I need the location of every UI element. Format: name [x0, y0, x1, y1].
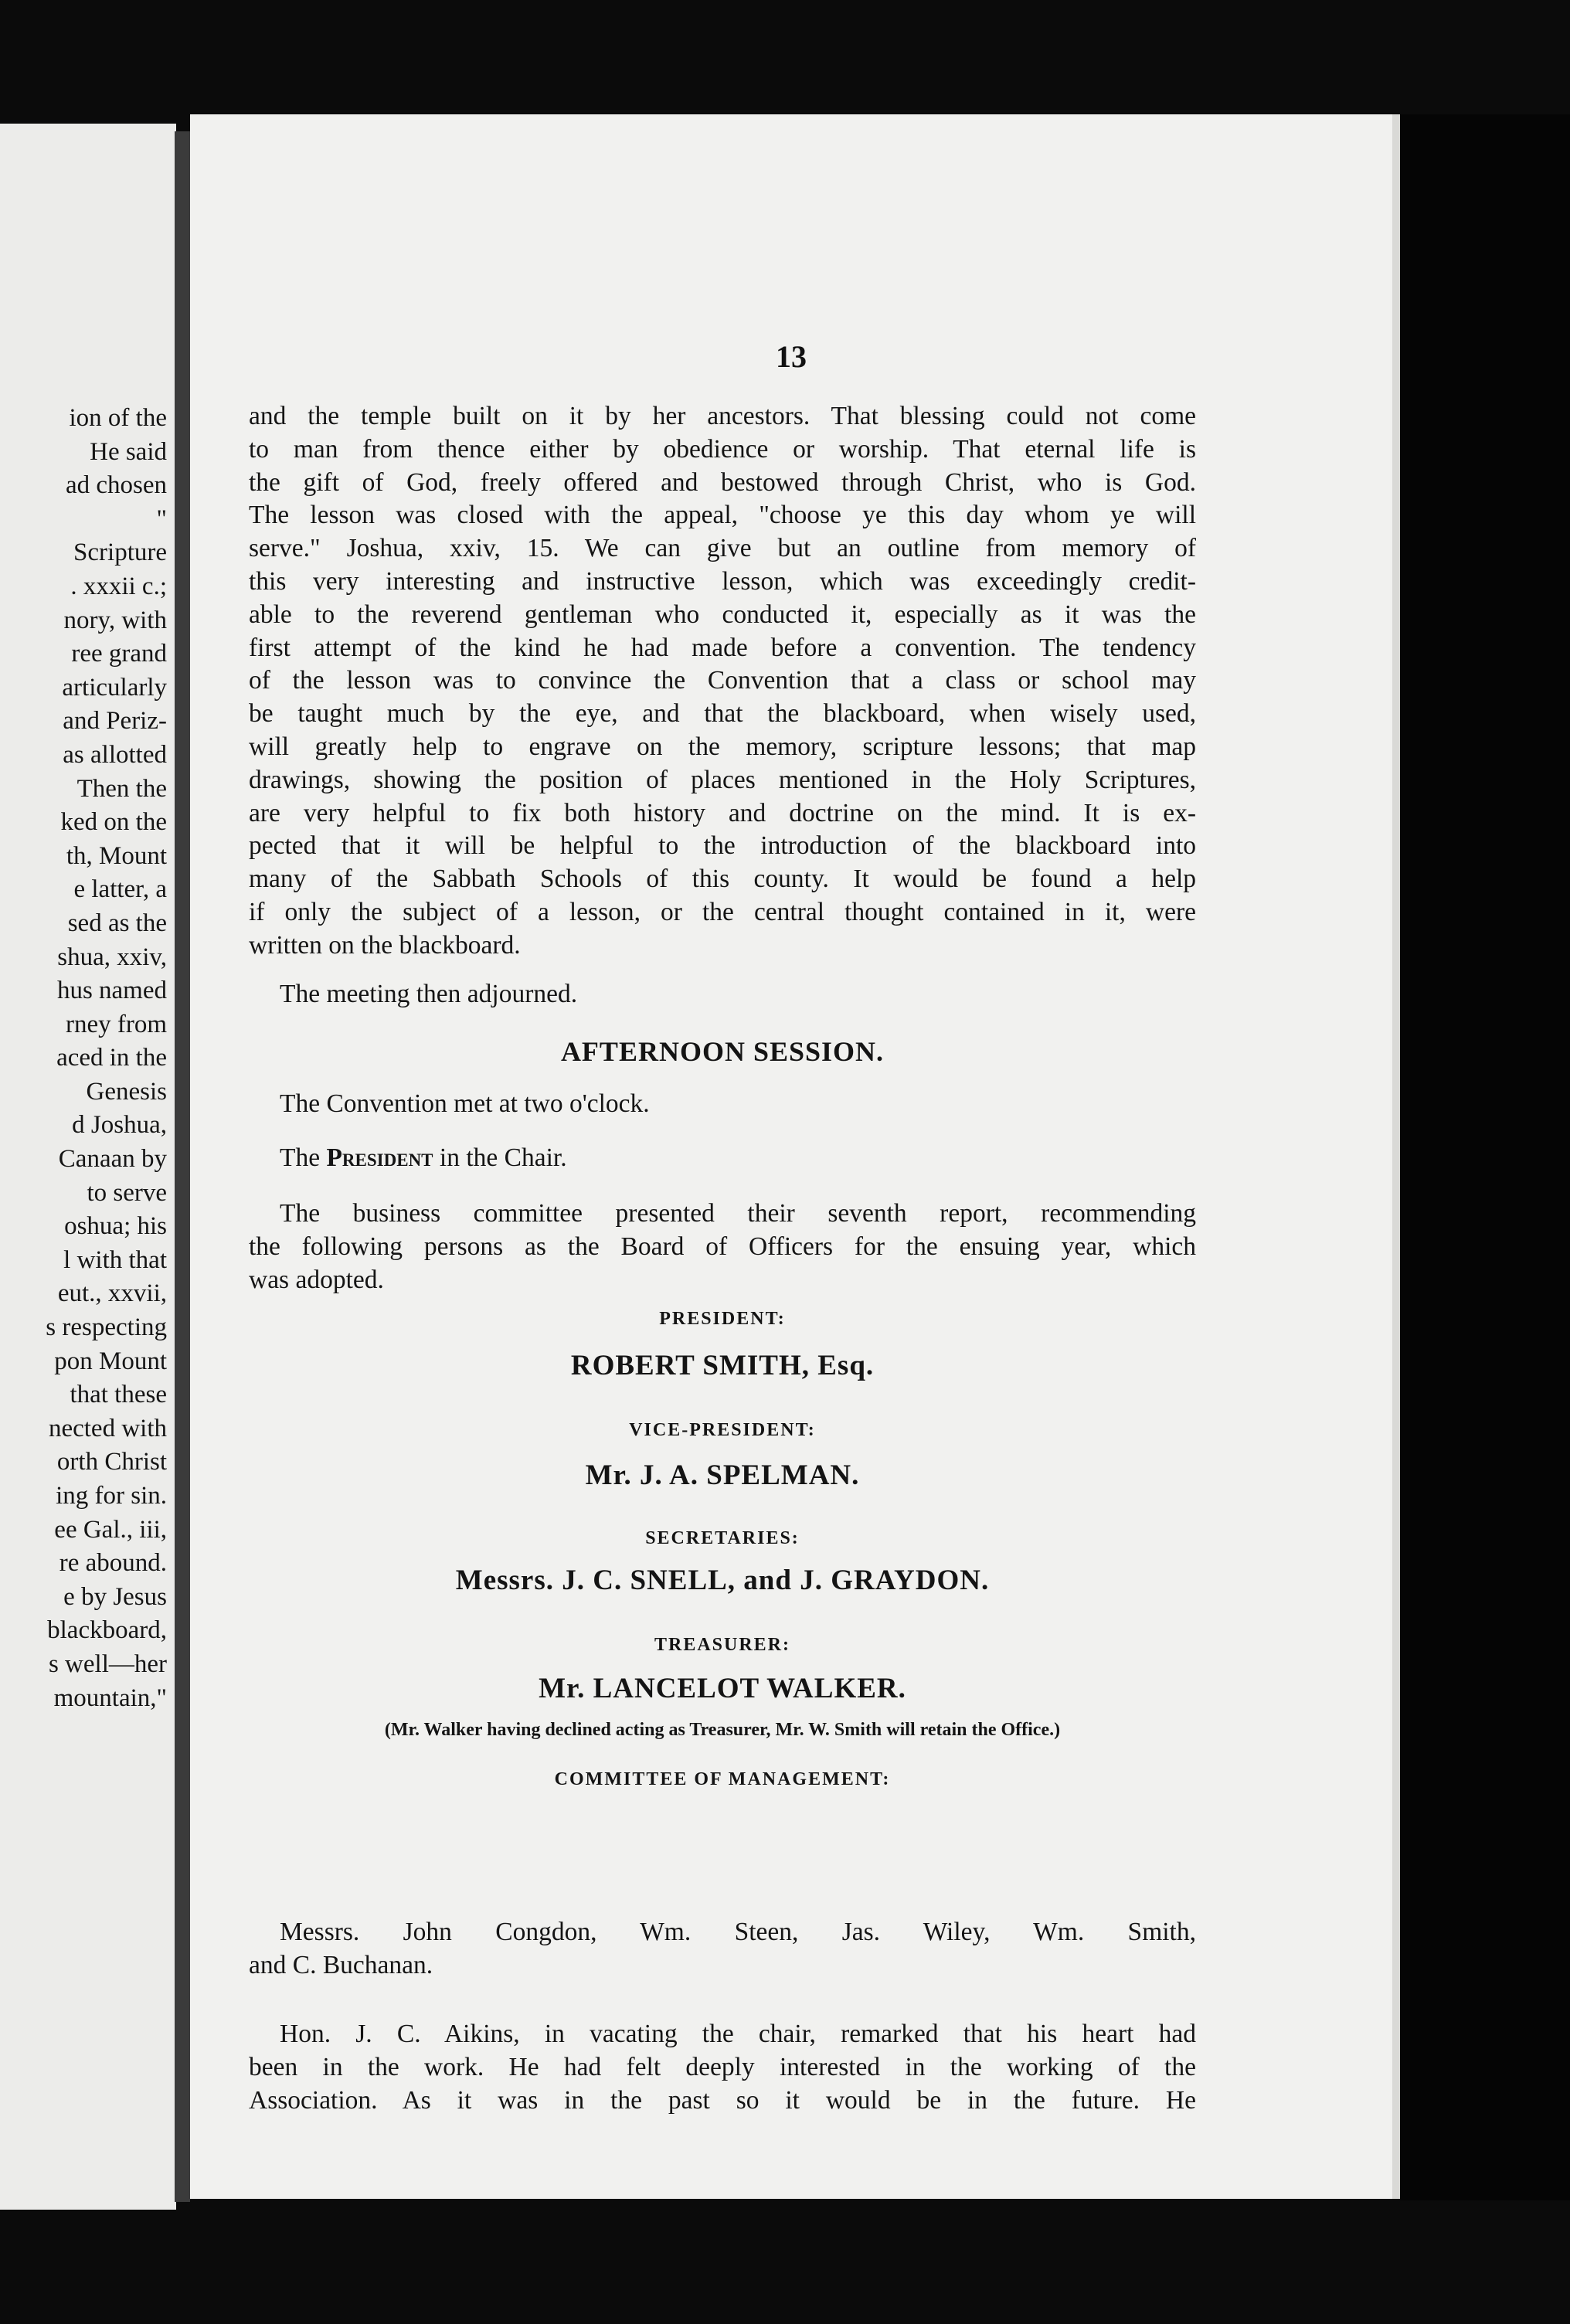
text-line: sed as the [67, 909, 167, 937]
text-line: Then the [76, 774, 167, 803]
text-line: many of the Sabbath Schools of this county. It would be found a help [249, 865, 1196, 894]
text-line: to serve [87, 1178, 167, 1207]
president-name: ROBERT SMITH, Esq. [570, 1350, 875, 1381]
text-line: rney from [65, 1010, 167, 1038]
text-line: to man from thence either by obedience or worship. That eternal life is [249, 434, 1196, 464]
text-line: pected that it will be helpful to the introduction of the blackboard into [249, 831, 1196, 861]
text-line: are very helpful to fix both history and doctrine on the mind. It is ex- [249, 798, 1196, 827]
text-line: written on the blackboard. [249, 930, 521, 960]
text-line: shua, xxiv, [57, 943, 167, 971]
secretaries-names: Messrs. J. C. SNELL, and J. GRAYDON. [455, 1565, 990, 1596]
previous-page-fragment [0, 124, 176, 2210]
text-line: was adopted. [249, 1265, 384, 1294]
text-line: . xxxii c.; [70, 572, 167, 600]
text-line: ing for sin. [56, 1482, 167, 1510]
text-line: and the temple built on it by her ancestors. That blessing could not come [249, 402, 1196, 430]
text-line: able to the reverend gentleman who conducted it, especially as it was the [249, 600, 1196, 629]
text-line: The lesson was closed with the appeal, "choose ye this day whom ye will [249, 501, 1196, 530]
vice-president-name: Mr. J. A. SPELMAN. [585, 1459, 860, 1491]
text-line: this very interesting and instructive lesson, which was exceedingly credit- [249, 566, 1196, 596]
text-line: and C. Buchanan. [249, 1950, 433, 1979]
background-edge [1400, 114, 1570, 2200]
text-line: ee Gal., iii, [54, 1515, 167, 1544]
text-line: will greatly help to engrave on the memory, scripture lessons; that map [249, 732, 1196, 761]
text-line: be taught much by the eye, and that the blackboard, when wisely used, [249, 699, 1196, 729]
convention-met-line: The Convention met at two o'clock. [280, 1089, 650, 1118]
text-line: drawings, showing the position of places mentioned in the Holy Scriptures, [249, 765, 1196, 794]
text-line: eut., xxvii, [57, 1279, 167, 1308]
text-line: ree grand [71, 640, 167, 668]
text-line: and Periz- [63, 707, 167, 736]
text-line: ked on the [60, 808, 167, 837]
text-line: s well—her [48, 1650, 167, 1678]
text-line: Scripture [73, 539, 167, 567]
text-line: first attempt of the kind he had made before a convention. The tendency [249, 633, 1196, 662]
text-line: if only the subject of a lesson, or the central thought contained in it, were [249, 897, 1196, 926]
text-line: pon Mount [54, 1347, 167, 1375]
text-line: the following persons as the Board of Officers for the ensuing year, which [249, 1232, 1196, 1261]
text-line: " [156, 505, 167, 533]
text-line: orth Christ [56, 1448, 167, 1476]
text-line: of the lesson was to convince the Convention that a class or school may [249, 666, 1196, 695]
committee-members [249, 1916, 1196, 1983]
page-number: 13 [776, 339, 807, 374]
text-line: mountain," [53, 1684, 167, 1712]
text-line: been in the work. He had felt deeply interested in the working of the [249, 2052, 1196, 2081]
text-line: that these [70, 1381, 167, 1409]
text-line: aced in the [56, 1044, 167, 1072]
president-title: President [326, 1143, 433, 1172]
text-line: e latter, a [73, 875, 167, 904]
text-line: Genesis [86, 1077, 167, 1106]
text-line: as allotted [63, 740, 167, 769]
text-line: the gift of God, freely offered and bestowed through Christ, who is God. [249, 467, 1196, 497]
text-line: s respecting [46, 1313, 167, 1342]
text-line: Association. As it was in the past so it would be in the future. He [249, 2085, 1196, 2115]
president-chair-post: in the Chair. [439, 1143, 567, 1172]
closing-paragraph [249, 2018, 1196, 2117]
text-line: d Joshua, [72, 1111, 167, 1140]
text-line: nected with [48, 1414, 167, 1442]
text-line: oshua; his [64, 1212, 167, 1241]
text-line: Canaan by [58, 1145, 167, 1174]
text-line: He said [90, 437, 167, 466]
document-page [190, 114, 1400, 2199]
president-label: PRESIDENT: [659, 1309, 786, 1329]
president-chair-line [280, 1143, 567, 1173]
meeting-adjourned: The meeting then adjourned. [280, 980, 578, 1008]
text-line: re abound. [59, 1549, 167, 1578]
text-line: th, Mount [66, 841, 167, 870]
committee-label: COMMITTEE OF MANAGEMENT: [554, 1769, 891, 1789]
treasurer-name: Mr. LANCELOT WALKER. [539, 1673, 906, 1704]
treasurer-label: TREASURER: [654, 1635, 791, 1655]
text-line: hus named [56, 977, 167, 1005]
business-report-paragraph [249, 1198, 1196, 1296]
president-chair-pre: The [280, 1143, 321, 1172]
vice-president-label: VICE-PRESIDENT: [629, 1420, 816, 1440]
text-line: Hon. J. C. Aikins, in vacating the chair, remarked that his heart had [280, 2020, 1196, 2048]
treasurer-note: (Mr. Walker having declined acting as Treasurer, Mr. W. Smith will retain the Office.) [384, 1720, 1061, 1740]
book-gutter [175, 131, 190, 2202]
text-line: ion of the [69, 404, 167, 432]
paragraph-blackboard-lesson [249, 400, 1196, 963]
secretaries-label: SECRETARIES: [645, 1528, 800, 1548]
text-line: nory, with [63, 606, 167, 634]
text-line: blackboard, [47, 1616, 167, 1645]
afternoon-session-heading: AFTERNOON SESSION. [560, 1036, 885, 1067]
text-line: Messrs. John Congdon, Wm. Steen, Jas. Wiley, Wm. Smith, [280, 1918, 1196, 1946]
text-line: The business committee presented their seventh report, recommending [280, 1199, 1196, 1228]
text-line: ad chosen [65, 471, 167, 500]
text-line: e by Jesus [63, 1582, 167, 1611]
text-line: l with that [63, 1245, 167, 1274]
text-line: serve." Joshua, xxiv, 15. We can give but an outline from memory of [249, 534, 1196, 563]
text-line: articularly [62, 673, 167, 702]
previous-page-text [46, 402, 167, 1715]
